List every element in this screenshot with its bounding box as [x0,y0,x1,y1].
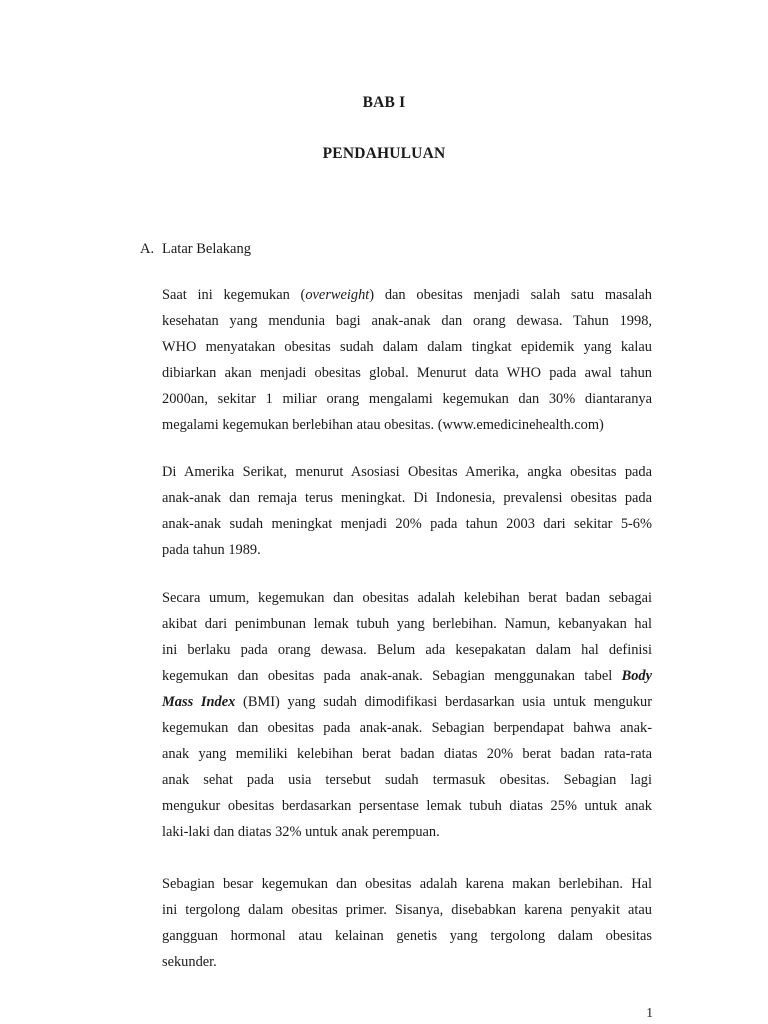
paragraph-line: Mass Index (BMI) yang sudah dimodifikasi berdasarkan usia untuk mengukur [162,694,653,710]
chapter-title: PENDAHULUAN [322,145,446,162]
paragraph-4 [162,871,652,975]
paragraph-line: ini berlaku pada orang dewasa. Belum ada kesepakatan dalam hal definisi [162,642,652,658]
paragraph-line: anak-anak sudah meningkat menjadi 20% pada tahun 2003 dari sekitar 5-6% [162,516,652,532]
page-number: 1 [646,1005,653,1020]
paragraph-line: anak yang memiliki kelebihan berat badan diatas 20% berat badan rata-rata [162,746,652,762]
paragraph-line: kesehatan yang mendunia bagi anak-anak dan orang dewasa. Tahun 1998, [162,313,652,329]
paragraph-line: dibiarkan akan menjadi obesitas global. Menurut data WHO pada awal tahun [162,365,652,381]
bold-italic-term: Mass Index [162,694,236,710]
section-marker: A. [140,241,155,257]
paragraph-line: Secara umum, kegemukan dan obesitas adalah kelebihan berat badan sebagai [162,590,652,606]
paragraph-line: mengukur obesitas berdasarkan persentase lemak tubuh diatas 25% untuk anak [162,798,652,814]
paragraph-line: kegemukan dan obesitas pada anak-anak. Sebagian menggunakan tabel Body [162,668,652,684]
paragraph-line: Sebagian besar kegemukan dan obesitas adalah karena makan berlebihan. Hal [162,876,652,892]
paragraph-line: pada tahun 1989. [162,542,261,558]
paragraph-line: akibat dari penimbunan lemak tubuh yang berlebihan. Namun, kebanyakan hal [162,616,652,632]
paragraph-3 [162,585,652,845]
paragraph-line: sekunder. [162,954,217,970]
paragraph-line: kegemukan dan obesitas pada anak-anak. Sebagian berpendapat bahwa anak- [162,720,652,736]
section-title: Latar Belakang [162,241,251,257]
paragraph-2 [162,459,652,563]
paragraph-1 [162,282,652,438]
paragraph-line: megalami kegemukan berlebihan atau obesitas. (www.emedicinehealth.com) [162,417,604,433]
italic-term: overweight [305,287,370,303]
paragraph-line: Di Amerika Serikat, menurut Asosiasi Obesitas Amerika, angka obesitas pada [162,464,652,480]
paragraph-line: ini tergolong dalam obesitas primer. Sisanya, disebabkan karena penyakit atau [162,902,652,918]
paragraph-line: 2000an, sekitar 1 miliar orang mengalami kegemukan dan 30% diantaranya [162,391,652,407]
paragraph-line: anak sehat pada usia tersebut sudah termasuk obesitas. Sebagian lagi [162,772,652,788]
section-heading [140,241,251,258]
paragraph-line: gangguan hormonal atau kelainan genetis yang tergolong dalam obesitas [162,928,652,944]
paragraph-line: laki-laki dan diatas 32% untuk anak perempuan. [162,824,440,840]
paragraph-line: anak-anak dan remaja terus meningkat. Di Indonesia, prevalensi obesitas pada [162,490,652,506]
paragraph-line: Saat ini kegemukan (overweight) dan obesitas menjadi salah satu masalah [162,287,652,303]
chapter-number: BAB I [362,94,406,111]
paragraph-line: WHO menyatakan obesitas sudah dalam dalam tingkat epidemik yang kalau [162,339,652,355]
bold-italic-term: Body [621,668,652,684]
